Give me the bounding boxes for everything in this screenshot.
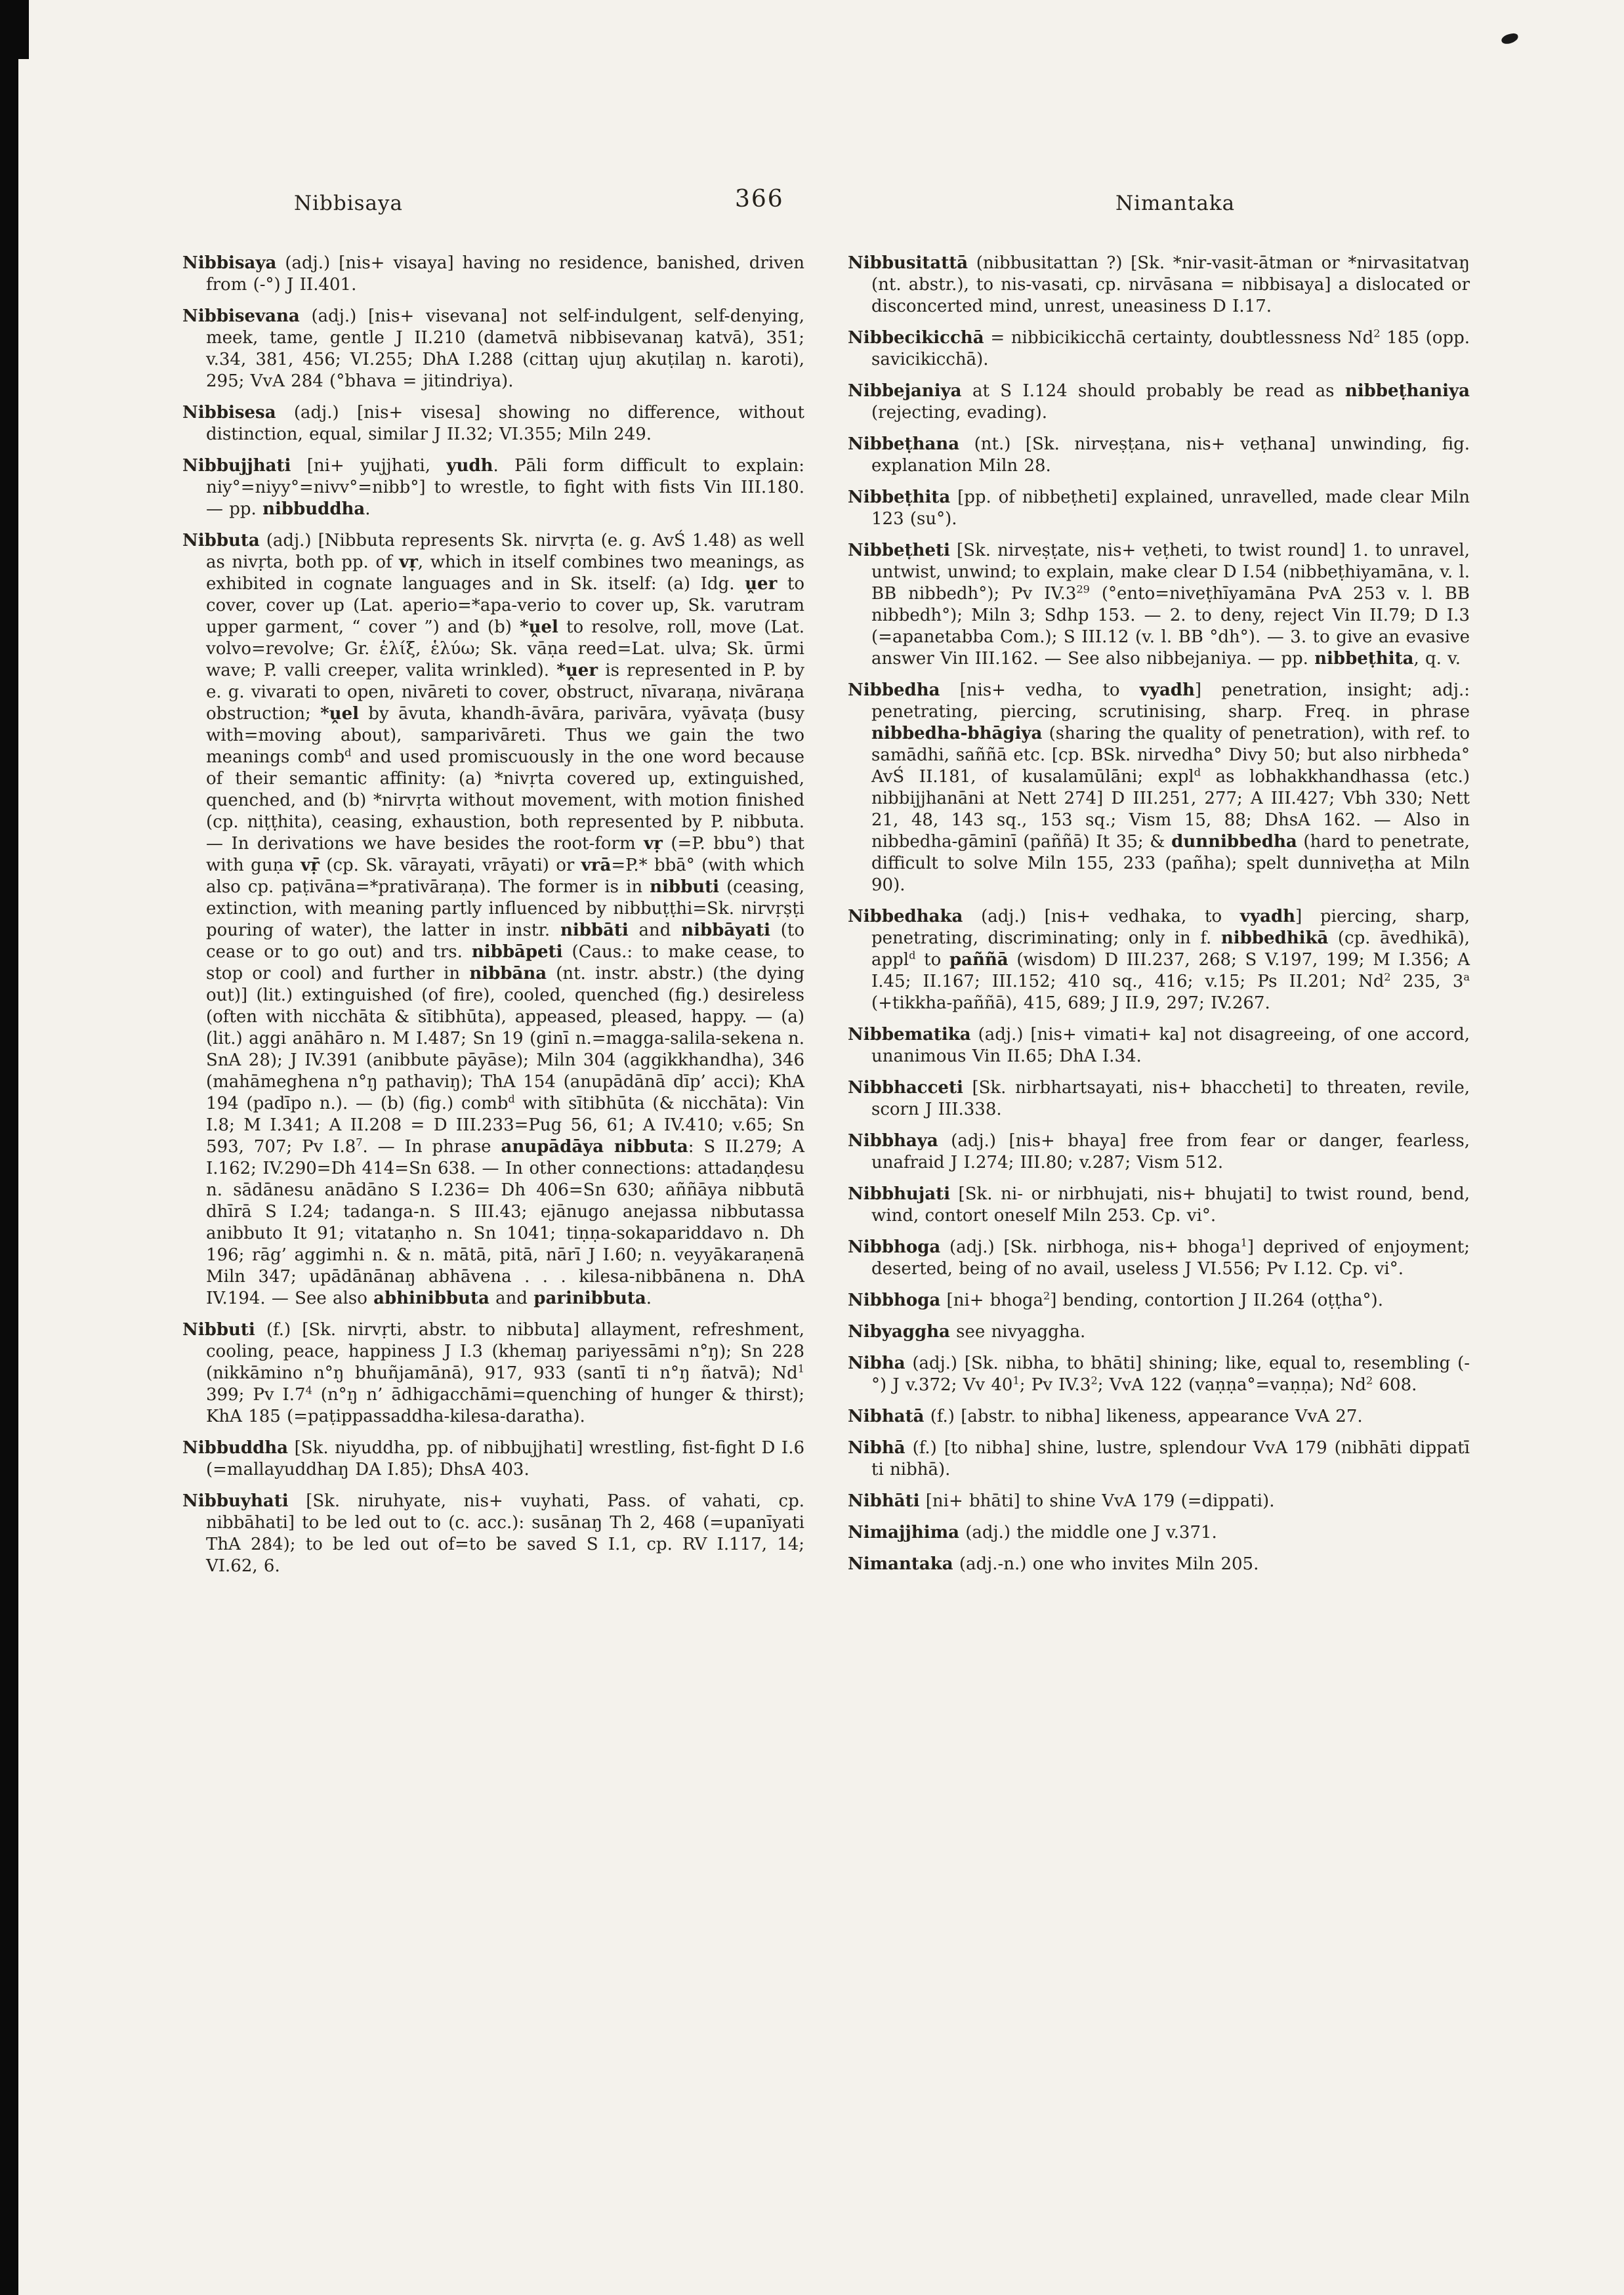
entry-headword: Nibbhoga: [848, 1291, 941, 1310]
entry-headword: Nibhā: [848, 1438, 906, 1458]
dictionary-entry: [182, 1491, 804, 1577]
dictionary-entry: [848, 1554, 1470, 1575]
entry-headword: Nibbhacceti: [848, 1078, 963, 1098]
scan-edge-shadow: [0, 0, 18, 2295]
entry-headword: Nibbeṭheti: [848, 541, 950, 560]
entry-body: [Sk. nirbhartsayati, nis+ bhaccheti] to threaten, revile, scorn J III.338.: [871, 1078, 1470, 1119]
entry-headword: Nimajjhima: [848, 1523, 959, 1542]
entry-body: at S I.124 should probably be read as nibbeṭhaniya (rejecting, evading).: [871, 381, 1470, 423]
entry-body: (adj.) [Sk. nirbhoga, nis+ bhoga$^1$] deprived of enjoyment; deserted, being of no avail, useless J VI.556; Pv I.12. Cp. vi°.: [871, 1236, 1470, 1279]
dictionary-entry: [848, 1290, 1470, 1312]
entry-headword: Nibbuddha: [182, 1438, 289, 1458]
entry-body: [ni+ bhāti] to shine VvA 179 (=dippati).: [919, 1491, 1275, 1511]
entry-body: [nis+ vedha, to vyadh] penetration, insight; adj.: penetrating, piercing, scrutinising, sharp. Freq. in phrase nibbedha-bhāgiya (sharing the quality of penetration), with ref. to samādhi, saññā etc. [cp. BSk. nirvedha° Divy 50; but also nirbheda° AvŚ II.181, of kusalamūlāni; expl$^d$ as lobhakkhandhassa (etc.) nibbijjhanāni at Nett 274] D III.251, 277; A III.427; Vbh 330; Nett 21, 48, 143 sq., 153 sq.; Vism 15, 88; DhsA 162. — Also in nibbedha-gāminī (paññā) It 35; & dunnibbedha (hard to penetrate, difficult to solve Miln 155, 233 (pañha); spelt dunniveṭha at Miln 90).: [871, 680, 1470, 895]
entry-body: [Sk. niyuddha, pp. of nibbujjhati] wrestling, fist-fight D I.6 (=mallayuddhaŋ DA I.85); DhsA 403.: [206, 1438, 804, 1479]
entry-headword: Nibbejaniya: [848, 381, 962, 401]
entry-body: (adj.) [nis+ bhaya] free from fear or danger, fearless, unafraid J I.274; III.80; v.287; Vism 512.: [871, 1131, 1470, 1172]
entry-headword: Nibbusitattā: [848, 253, 968, 273]
dictionary-entry: [848, 906, 1470, 1014]
dictionary-entry: [848, 1406, 1470, 1428]
entry-body: (adj.) the middle one J v.371.: [959, 1523, 1217, 1542]
entry-body: [Sk. nirveṣṭate, nis+ veṭheti, to twist round] 1. to unravel, untwist, unwind; to explain, make clear D I.54 (nibbeṭhiyamāna, v. l. BB nibbedh°); Pv $IV.3^{29}$ (°ento=niveṭhīyamāna PvA 253 v. l. BB nibbedh°); Miln 3; Sdhp 153. — 2. to deny, reject Vin II.79; D I.3 (=apanetabba Com.); S III.12 (v. l. BB °dh°). — 3. to give an evasive answer Vin III.162. — See also nibbejaniya. — pp. nibbeṭhita, q. v.: [871, 541, 1470, 669]
entry-body: see nivyaggha.: [949, 1322, 1086, 1342]
entry-body: (adj.) [Nibbuta represents Sk. nirvṛta (e. g. AvŚ 1.48) as well as nivṛta, both pp. of vṛ, which in itself combines two meanings, as exhibited in cognate languages and in Sk. itself: (a) Idg. ṷer to cover, cover up (Lat. aperio=*apa-verio to cover up, Sk. varutram upper garment, “ cover ”) and (b) *ṷel to resolve, roll, move (Lat. volvo=revolve; Gr. ἑλίξ, ἑλύω; Sk. vāṇa reed=Lat. ulva; Sk. ūrmi wave; P. valli creeper, valita wrinkled). *ṷer is represented in P. by e. g. vivarati to open, nivāreti to cover, obstruct, nīvaraṇa, nivāraṇa obstruction; *ṷel by āvuta, khandh-āvāra, parivāra, vyāvaṭa (busy with=moving about), samparivāreti. Thus we gain the two meanings comb$^d$ and used promiscuously in the one word because of their semantic affinity: (a) *nivṛta covered up, extinguished, quenched, and (b) *nirvṛta without movement, with motion finished (cp. niṭṭhita), ceasing, exhaustion, both represented by P. nibbuta. — In derivations we have besides the root-form vṛ (=P. bbu°) that with guṇa vṝ (cp. Sk. vārayati, vrāyati) or vrā=P.* bbā° (with which also cp. paṭivāna=*prativāraṇa). The former is in nibbuti (ceasing, extinction, with meaning partly influenced by nibbuṭṭhi=Sk. nirvṛṣṭi pouring of water), the latter in instr. nibbāti and nibbāyati (to cease or to go out) and trs. nibbāpeti (Caus.: to make cease, to stop or cool) and further in nibbāna (nt. instr. abstr.) (the dying out)] (lit.) extinguished (of fire), cooled, quenched (fig.) desireless (often with nicchāta & sītibhūta), appeased, pleased, happy. — (a) (lit.) aggi anāhāro n. M I.487; Sn 19 (ginī n.=magga-salila-sekena n. SnA 28); J IV.391 (anibbute pāyāse); Miln 304 (aggikkhandha), 346 (mahāmeghena n°ŋ pathaviŋ); ThA 154 (anupādānā dīp’ acci); KhA 194 (padīpo n.). — (b) (fig.) comb$^d$ with sītibhūta (& nicchāta): Vin I.8; M I.341; A II.208 = D III.233=Pug 56, 61; A IV.410; v.65; Sn 593, 707; Pv $I.8^7$. — In phrase anupādāya nibbuta: S II.279; A I.162; IV.290=Dh 414=Sn 638. — In other connections: attadaṇḍesu n. sādānesu anādāno S I.236= Dh 406=Sn 630; aññāya nibbutā dhīrā S I.24; tadanga-n. S III.43; ejānugo anejassa nibbutassa anibbuto It 91; vitataṇho n. Sn 1041; tiṇṇa-sokapariddavo n. Dh 196; rāg’ aggimhi n. & n. mātā, pitā, nārī J I.60; n. veyyākaraṇenā Miln 347; upādānānaŋ abhāvena . . . kilesa-nibbānena n. DhA IV.194. — See also abhinibbuta and parinibbuta.: [206, 531, 805, 1308]
entry-body: (adj.) [nis+ visaya] having no residence, banished, driven from (-°) J II.401.: [206, 253, 804, 295]
running-head-right: Nimantaka: [1115, 192, 1236, 215]
scan-edge-corner: [0, 0, 29, 59]
running-head-left: Nibbisaya: [294, 192, 404, 215]
dictionary-entry: [848, 1353, 1470, 1396]
entry-headword: Nibbecikicchā: [848, 328, 984, 348]
dictionary-entry: [848, 1024, 1470, 1067]
entry-headword: Nibbuti: [182, 1320, 255, 1340]
entry-headword: Nibbuyhati: [182, 1491, 289, 1511]
entry-headword: Nibha: [848, 1354, 906, 1373]
dictionary-entry: [848, 381, 1470, 424]
left-column: [182, 253, 804, 1587]
dictionary-entry: [182, 1437, 804, 1481]
entry-body: (adj.) [Sk. nibha, to bhāti] shining; like, equal to, resembling (-°) J v.372; Vv $40^1$; Pv $IV.3^2$; VvA 122 (vaṇṇa°=vaṇṇa); Nd$^2$ 608.: [871, 1354, 1470, 1395]
dictionary-entry: [182, 306, 804, 392]
page-number: 366: [735, 186, 784, 213]
dictionary-entry: [848, 253, 1470, 318]
entry-body: (adj.) [nis+ vimati+ ka] not disagreeing, of one accord, unanimous Vin II.65; DhA I.34.: [871, 1025, 1470, 1066]
dictionary-columns: [182, 253, 1470, 1587]
entry-body: [ni+ yujjhati, yudh. Pāli form difficult to explain: niy°=niyy°=nivv°=nibb°] to wrestle, to fight with fists Vin III.180. — pp. nibbuddha.: [206, 456, 804, 519]
entry-body: (nt.) [Sk. nirveṣṭana, nis+ veṭhana] unwinding, fig. explanation Miln 28.: [871, 434, 1470, 476]
entry-headword: Nibhatā: [848, 1407, 925, 1426]
right-column: [848, 253, 1470, 1585]
dictionary-entry: [848, 1491, 1470, 1512]
entry-headword: Nibbedhaka: [848, 907, 963, 926]
dictionary-entry: [848, 434, 1470, 477]
entry-headword: Nimantaka: [848, 1554, 953, 1574]
dictionary-entry: [182, 402, 804, 445]
dictionary-entry: [848, 327, 1470, 371]
dictionary-entry: [848, 1522, 1470, 1544]
entry-headword: Nibbujjhati: [182, 456, 291, 476]
entry-headword: Nibbisaya: [182, 253, 277, 273]
entry-body: (adj.) [nis+ vedhaka, to vyadh] piercing, sharp, penetrating, discriminating; only in f. nibbedhikā (cp. āvedhikā), appl$^d$ to paññā (wisdom) D III.237, 268; S V.197, 199; M I.356; A I.45; II.167; III.152; 410 sq., 416; v.15; Ps II.201; Nd$^2$ 235, 3$^a$ (+tikkha-paññā), 415, 689; J II.9, 297; IV.267.: [871, 907, 1470, 1013]
entry-body: (adj.) [nis+ visevana] not self-indulgent, self-denying, meek, tame, gentle J II.210 (dametvā nibbisevanaŋ katvā), 351; v.34, 381, 456; VI.255; DhA I.288 (cittaŋ ujuŋ akuṭilaŋ n. karoti), 295; VvA 284 (°bhava = jitindriya).: [206, 306, 804, 391]
entry-body: (nibbusitattan ?) [Sk. *nir-vasit-ātman or *nirvasitatvaŋ (nt. abstr.), to nis-vasati, cp. nirvāsana = nibbisaya] a dislocated or disconcerted mind, unrest, uneasiness D I.17.: [871, 253, 1470, 316]
dictionary-entry: [848, 1437, 1470, 1481]
dictionary-entry: [182, 530, 804, 1310]
dictionary-entry: [848, 1130, 1470, 1174]
dictionary-entry: [848, 1321, 1470, 1343]
entry-body: = nibbicikicchā certainty, doubtlessness Nd$^2$ 185 (opp. savicikicchā).: [871, 327, 1470, 369]
dictionary-entry: [848, 540, 1470, 670]
dictionary-entry: [182, 253, 804, 296]
dictionary-entry: [182, 455, 804, 520]
entry-headword: Nibbhujati: [848, 1184, 950, 1204]
entry-headword: Nibbeṭhana: [848, 434, 960, 454]
entry-headword: Nibhāti: [848, 1491, 920, 1511]
entry-headword: Nibbuta: [182, 531, 260, 550]
dictionary-entry: [848, 680, 1470, 896]
entry-headword: Nibbeṭhita: [848, 487, 951, 507]
entry-body: [pp. of nibbeṭheti] explained, unravelled, made clear Miln 123 (su°).: [871, 487, 1470, 529]
entry-headword: Nibbematika: [848, 1025, 971, 1044]
dictionary-entry: [182, 1319, 804, 1428]
entry-body: [ni+ bhoga$^2$] bending, contortion J II.264 (oṭṭha°).: [940, 1289, 1383, 1310]
entry-body: (f.) [Sk. nirvṛti, abstr. to nibbuta] allayment, refreshment, cooling, peace, happiness J I.3 (khemaŋ pariyessāmi n°ŋ); Sn 228 (nikkāmino n°ŋ bhuñjamānā), 917, 933 (santī ti n°ŋ ñatvā); Nd$^1$ 399; Pv $I.7^4$ (n°ŋ n’ ādhigacchāmi=quenching of hunger & thirst); KhA 185 (=paṭippassaddha-kilesa-daratha).: [206, 1320, 804, 1426]
entry-body: (f.) [abstr. to nibha] likeness, appearance VvA 27.: [924, 1407, 1363, 1426]
entry-body: (f.) [to nibha] shine, lustre, splendour VvA 179 (nibhāti dippatī ti nibhā).: [871, 1438, 1470, 1479]
entry-headword: Nibbedha: [848, 680, 940, 700]
dictionary-entry: [848, 1237, 1470, 1280]
dictionary-entry: [848, 1077, 1470, 1121]
entry-body: (adj.-n.) one who invites Miln 205.: [953, 1554, 1259, 1574]
entry-headword: Nibyaggha: [848, 1322, 950, 1342]
ink-speck: [1501, 32, 1520, 45]
entry-body: [Sk. ni- or nirbhujati, nis+ bhujati] to twist round, bend, wind, contort oneself Miln 253. Cp. vi°.: [871, 1184, 1470, 1226]
entry-headword: Nibbhoga: [848, 1237, 941, 1257]
entry-body: (adj.) [nis+ visesa] showing no difference, without distinction, equal, similar J II.32; VI.355; Miln 249.: [206, 403, 804, 444]
dictionary-entry: [848, 487, 1470, 530]
entry-headword: Nibbisesa: [182, 403, 276, 423]
dictionary-entry: [848, 1184, 1470, 1227]
entry-body: [Sk. niruhyate, nis+ vuyhati, Pass. of vahati, cp. nibbāhati] to be led out to (c. acc.): susānaŋ Th 2, 468 (=upanīyati ThA 284); to be led out of=to be saved S I.1, cp. RV I.117, 14; VI.62, 6.: [206, 1491, 804, 1576]
entry-headword: Nibbhaya: [848, 1131, 938, 1151]
entry-headword: Nibbisevana: [182, 306, 300, 326]
